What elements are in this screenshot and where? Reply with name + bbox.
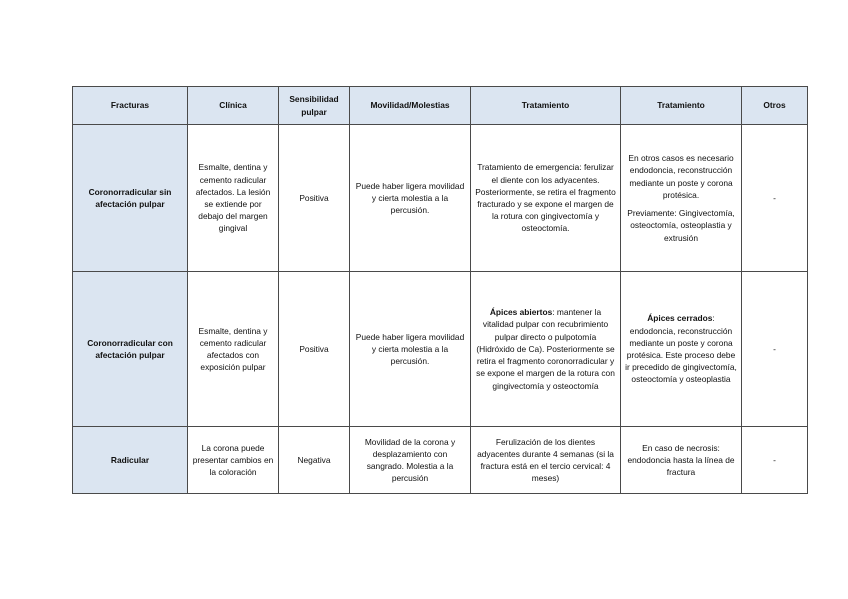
cell-sensibilidad: Positiva	[279, 125, 350, 272]
apices-abiertos-label: Ápices abiertos	[489, 307, 553, 318]
header-fracturas: Fracturas	[73, 87, 188, 125]
cell-clinica: Esmalte, dentina y cemento radicular afectados. La lesión se extiende por debajo del margen gingival	[188, 125, 279, 272]
header-sensibilidad: Sensibilidad pulpar	[279, 87, 350, 125]
row-label: Radicular	[73, 427, 188, 494]
cell-tratamiento-2	[621, 125, 742, 272]
cell-tratamiento-2: En caso de necrosis: endodoncia hasta la línea de fractura	[621, 427, 742, 494]
cell-sensibilidad: Positiva	[279, 272, 350, 427]
cell-tratamiento-1: Ferulización de los dientes adyacentes durante 4 semanas (si la fractura está en el tercio cervical: 4 meses)	[471, 427, 621, 494]
cell-tratamiento-2	[621, 272, 742, 427]
fractures-table	[72, 86, 808, 494]
tratamiento-2-text: : endodoncia, reconstrucción mediante un poste y corona protésica. Este proceso debe ir precedido de gingivectomía, osteoctomía y osteoplastia	[625, 313, 737, 385]
header-otros: Otros	[742, 87, 808, 125]
cell-otros: -	[742, 427, 808, 494]
header-tratamiento-1: Tratamiento	[471, 87, 621, 125]
cell-movilidad: Puede haber ligera movilidad y cierta molestia a la percusión.	[350, 125, 471, 272]
table-row	[73, 272, 808, 427]
header-row	[73, 87, 808, 125]
cell-tratamiento-1: Tratamiento de emergencia: ferulizar el diente con los adyacentes. Posteriormente, se retira el fragmento fracturado y se expone el margen de la rotura con gingivectomía y osteoctomía.	[471, 125, 621, 272]
tratamiento-1-text: : mantener la vitalidad pulpar con recubrimiento pulpar directo o pulpotomía (Hidróxido de Ca). Posteriormente se retira el fragmento coronorradicular y se expone el margen de la rotura con gingivectomía y osteoctomía	[476, 307, 615, 391]
cell-sensibilidad: Negativa	[279, 427, 350, 494]
row-label: Coronorradicular sin afectación pulpar	[73, 125, 188, 272]
tratamiento-2-paragraph: Previamente: Gingivectomía, osteoctomía, osteoplastia y extrusión	[627, 208, 735, 243]
cell-clinica: La corona puede presentar cambios en la coloración	[188, 427, 279, 494]
cell-tratamiento-1	[471, 272, 621, 427]
cell-movilidad: Puede haber ligera movilidad y cierta molestia a la percusión.	[350, 272, 471, 427]
table-row	[73, 125, 808, 272]
tratamiento-2-paragraph: En otros casos es necesario endodoncia, reconstrucción mediante un poste y corona protésica.	[628, 153, 734, 200]
header-tratamiento-2: Tratamiento	[621, 87, 742, 125]
cell-clinica: Esmalte, dentina y cemento radicular afectados con exposición pulpar	[188, 272, 279, 427]
table-row	[73, 427, 808, 494]
apices-cerrados-label: Ápices cerrados	[647, 313, 713, 324]
cell-otros: -	[742, 272, 808, 427]
header-clinica: Clínica	[188, 87, 279, 125]
cell-movilidad: Movilidad de la corona y desplazamiento con sangrado. Molestia a la percusión	[350, 427, 471, 494]
row-label: Coronorradicular con afectación pulpar	[73, 272, 188, 427]
header-movilidad: Movilidad/Molestias	[350, 87, 471, 125]
cell-otros: -	[742, 125, 808, 272]
